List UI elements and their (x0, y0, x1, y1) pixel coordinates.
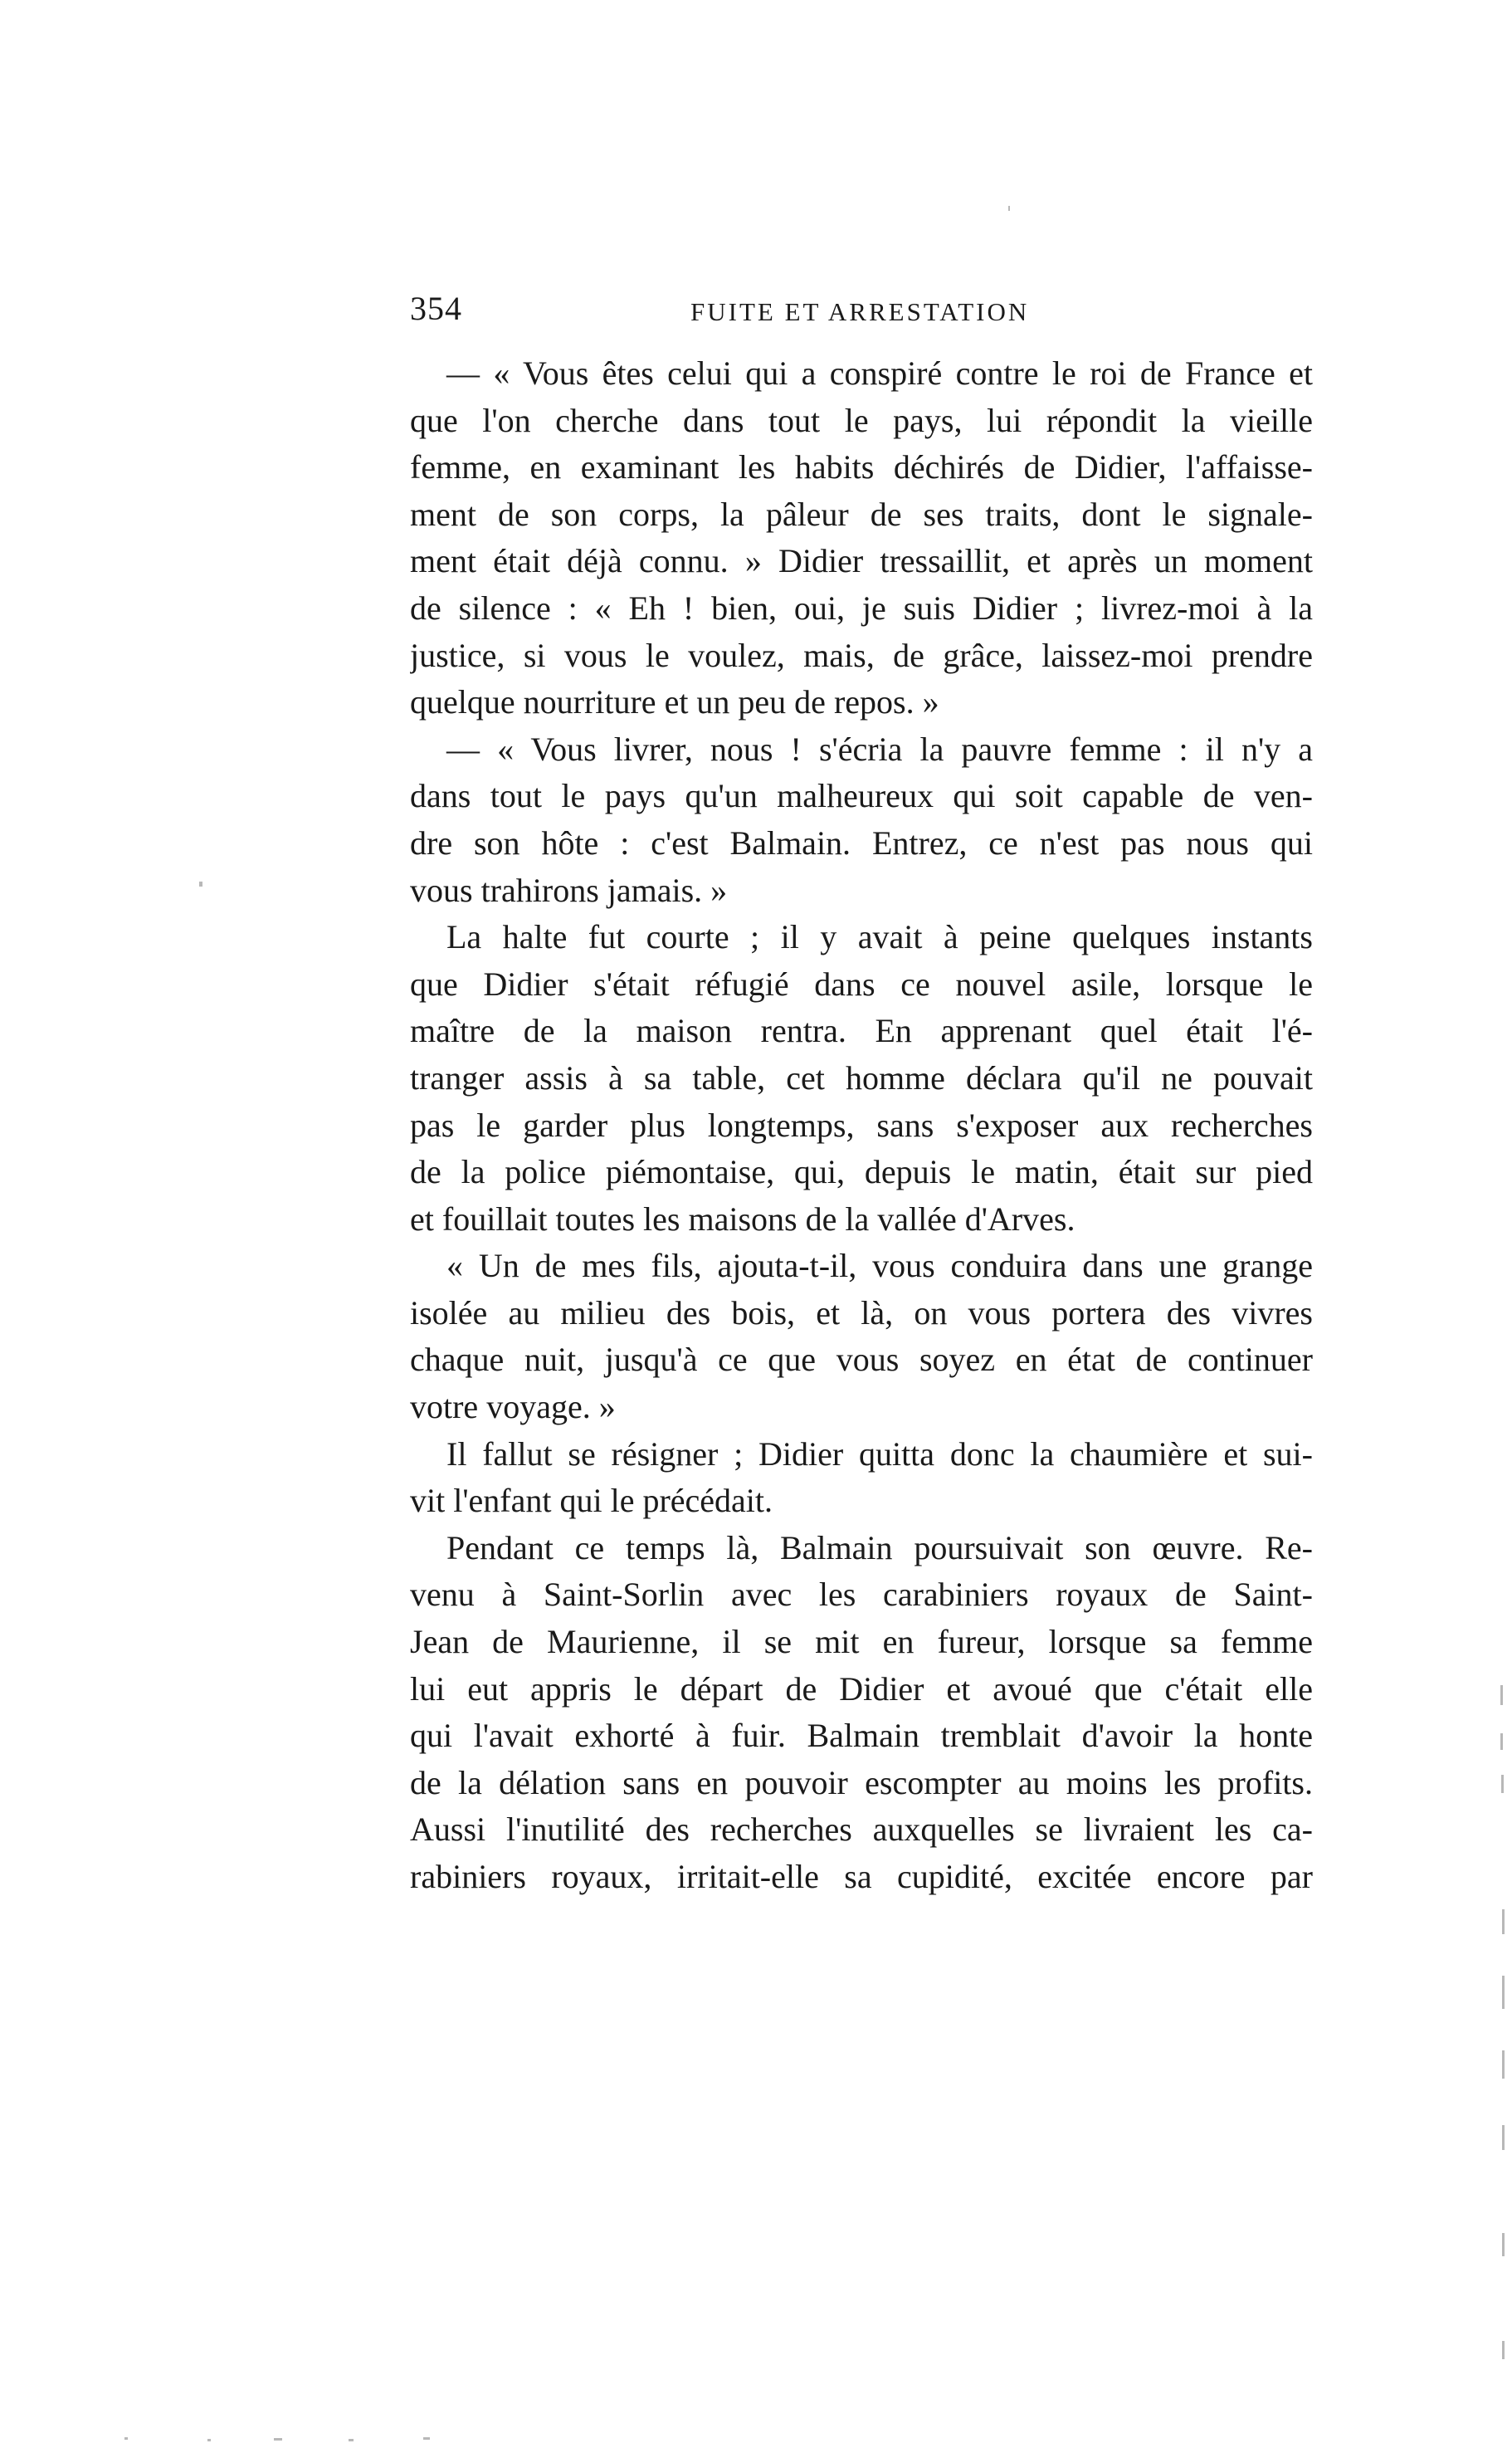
text-line: rabiniers royaux, irritait-elle sa cupidité, excitée encore par (410, 1858, 1313, 1895)
scan-artifact (1502, 1909, 1505, 1934)
scan-artifact (1502, 2050, 1505, 2079)
text-line: Il fallut se résigner ; Didier quitta donc la chaumière et sui- (446, 1434, 1313, 1473)
scan-artifact (274, 2438, 282, 2441)
page-number: 354 (410, 290, 462, 327)
scan-artifact (1500, 1733, 1503, 1750)
text-line: Aussi l'inutilité des recherches auxquelles se livraient les ca- (410, 1810, 1313, 1849)
text-line: — « Vous livrer, nous ! s'écria la pauvre femme : il n'y a (446, 730, 1313, 768)
page-header (410, 289, 1313, 339)
text-line: « Un de mes fils, ajouta-t-il, vous conduira dans une grange (446, 1247, 1313, 1285)
text-line: maître de la maison rentra. En apprenant quel était l'é- (410, 1012, 1313, 1050)
scan-artifact (124, 2437, 128, 2440)
text-line: de la police piémontaise, qui, depuis le matin, était sur pied (410, 1153, 1313, 1191)
text-line: Pendant ce temps là, Balmain poursuivait son œuvre. Re- (446, 1528, 1313, 1566)
text-line: de silence : « Eh ! bien, oui, je suis Didier ; livrez-moi à la (410, 589, 1313, 627)
text-line: dre son hôte : c'est Balmain. Entrez, ce n'est pas nous qui (410, 823, 1313, 862)
text-line: votre voyage. » (410, 1388, 616, 1426)
scan-artifact (423, 2437, 430, 2440)
text-line: La halte fut courte ; il y avait à peine quelques instants (446, 918, 1313, 956)
body-text (410, 350, 1313, 1901)
text-line: de la délation sans en pouvoir escompter au moins les profits. (410, 1763, 1313, 1801)
scan-artifact (1502, 2233, 1505, 2256)
scan-artifact (207, 2439, 211, 2441)
scan-artifact (1500, 1685, 1503, 1705)
scan-artifact (1502, 2125, 1505, 2150)
text-line: Jean de Maurienne, il se mit en fureur, lorsque sa femme (410, 1623, 1313, 1661)
text-line: que Didier s'était réfugié dans ce nouvel asile, lorsque le (410, 965, 1313, 1003)
text-line: vit l'enfant qui le précédait. (410, 1482, 773, 1520)
scan-artifact (1501, 1775, 1504, 1793)
text-line: ment de son corps, la pâleur de ses traits, dont le signale- (410, 495, 1313, 533)
text-line: pas le garder plus longtemps, sans s'exposer aux recherches (410, 1106, 1313, 1144)
scan-artifact (199, 882, 202, 887)
text-line: venu à Saint-Sorlin avec les carabiniers royaux de Saint- (410, 1576, 1313, 1614)
text-line: isolée au milieu des bois, et là, on vous portera des vivres (410, 1293, 1313, 1332)
text-line: chaque nuit, jusqu'à ce que vous soyez en état de continuer (410, 1341, 1313, 1379)
running-title: FUITE ET ARRESTATION (690, 297, 1030, 326)
text-line: qui l'avait exhorté à fuir. Balmain tremblait d'avoir la honte (410, 1717, 1313, 1755)
text-line: vous trahirons jamais. » (410, 871, 728, 909)
text-line: lui eut appris le départ de Didier et avoué que c'était elle (410, 1669, 1313, 1708)
text-line: femme, en examinant les habits déchirés de Didier, l'affaisse- (410, 448, 1313, 486)
text-line: tranger assis à sa table, cet homme déclara qu'il ne pouvait (410, 1058, 1313, 1097)
scan-artifact (1502, 2341, 1505, 2359)
scan-artifact (1502, 1976, 1505, 2009)
text-line: que l'on cherche dans tout le pays, lui répondit la vieille (410, 401, 1313, 439)
scan-artifact (1008, 206, 1010, 211)
text-line: ment était déjà connu. » Didier tressaillit, et après un moment (410, 542, 1313, 580)
text-line: — « Vous êtes celui qui a conspiré contre le roi de France et (446, 354, 1313, 392)
scan-artifact (349, 2439, 354, 2441)
text-line: dans tout le pays qu'un malheureux qui soit capable de ven- (410, 777, 1313, 815)
text-line: quelque nourriture et un peu de repos. » (410, 683, 939, 721)
text-line: et fouillait toutes les maisons de la vallée d'Arves. (410, 1200, 1075, 1238)
text-line: justice, si vous le voulez, mais, de grâce, laissez-moi prendre (410, 636, 1313, 674)
